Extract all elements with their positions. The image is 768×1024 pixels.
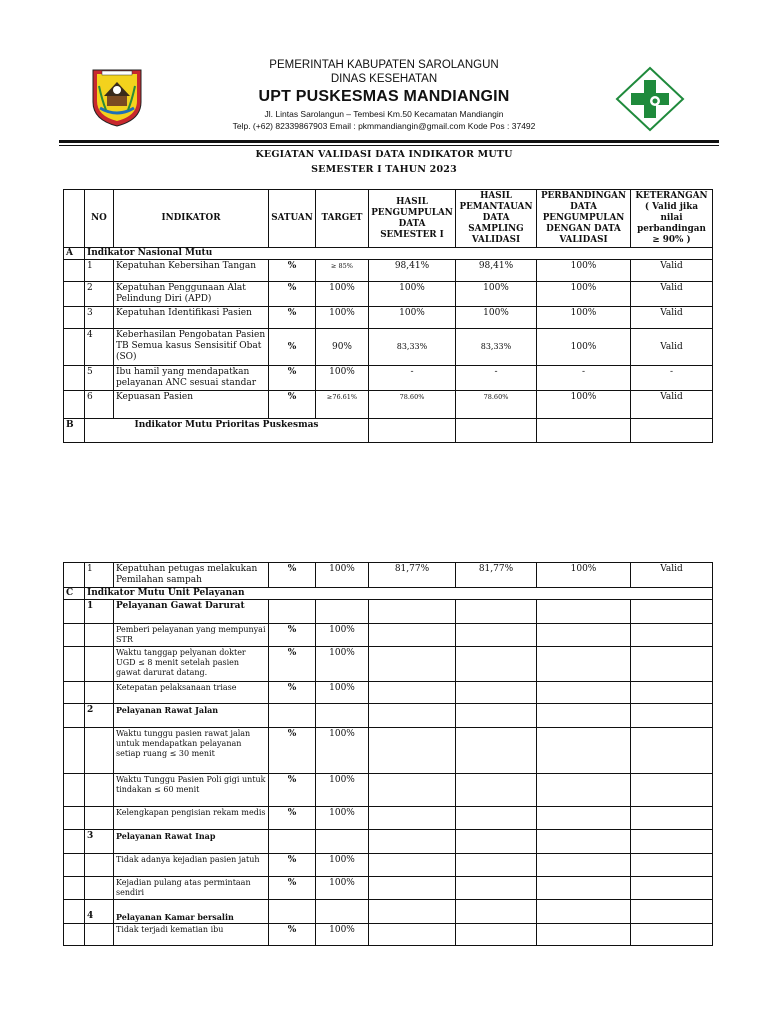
row-unit: % [269, 924, 316, 946]
row-unit: % [269, 647, 316, 682]
row-unit: % [269, 282, 316, 307]
document-title: KEGIATAN VALIDASI DATA INDIKATOR MUTU [255, 149, 513, 160]
row-result: 98,41% [369, 260, 456, 282]
row-indicator: Pemberi pelayanan yang mempunyai STR [114, 624, 269, 647]
group-row [64, 900, 713, 924]
table-row [64, 329, 713, 366]
table-row [64, 807, 713, 830]
row-target: 100% [316, 366, 369, 391]
row-indicator: Waktu Tunggu Pasien Poli gigi untuk tindakan ≤ 60 menit [114, 774, 269, 807]
table-row [64, 563, 713, 588]
header-indikator: INDIKATOR [114, 190, 269, 248]
table-row [64, 647, 713, 682]
department-name: DINAS KESEHATAN [330, 73, 438, 85]
row-result: - [369, 366, 456, 391]
row-target: 90% [316, 329, 369, 366]
group-no: 2 [85, 704, 114, 728]
header-no: NO [85, 190, 114, 248]
row-indicator: Ibu hamil yang mendapatkan pelayanan ANC sesuai standar [114, 366, 269, 391]
row-unit: % [269, 307, 316, 329]
contact-line: Telp. (+62) 82339867903 Email : pkmmandiangin@gmail.com Kode Pos : 37492 [232, 121, 536, 131]
group-no: 1 [85, 600, 114, 624]
section-code: B [64, 419, 85, 443]
row-indicator: Tidak terjadi kematian ibu [114, 924, 269, 946]
section-label: Indikator Mutu Prioritas Puskesmas [85, 419, 369, 443]
institution-name: UPT PUSKESMAS MANDIANGIN [258, 88, 510, 105]
row-target: 100% [316, 647, 369, 682]
row-target: 100% [316, 774, 369, 807]
table-row [64, 260, 713, 282]
table-row [64, 728, 713, 774]
row-indicator: Keberhasilan Pengobatan Pasien TB Semua kasus Sensisitif Obat (SO) [114, 329, 269, 366]
row-unit: % [269, 391, 316, 419]
row-unit: % [269, 260, 316, 282]
row-monitoring: 98,41% [456, 260, 537, 282]
row-comparison: 100% [537, 260, 631, 282]
row-target: 100% [316, 307, 369, 329]
header-target: TARGET [316, 190, 369, 248]
row-result: 100% [369, 307, 456, 329]
row-target: 100% [316, 728, 369, 774]
row-target: 100% [316, 877, 369, 900]
row-monitoring: 100% [456, 282, 537, 307]
row-unit: % [269, 807, 316, 830]
row-no: 3 [85, 307, 114, 329]
row-indicator: Waktu tunggu pasien rawat jalan untuk mendapatkan pelayanan setiap ruang ≤ 30 menit [114, 728, 269, 774]
table-row [64, 391, 713, 419]
row-unit: % [269, 774, 316, 807]
row-target: 100% [316, 624, 369, 647]
table-row [64, 774, 713, 807]
row-indicator: Kepatuhan Identifikasi Pasien [114, 307, 269, 329]
row-result: 100% [369, 282, 456, 307]
table-row [64, 282, 713, 307]
row-indicator: Kejadian pulang atas permintaan sendiri [114, 877, 269, 900]
row-remark: Valid [631, 260, 713, 282]
row-no: 6 [85, 391, 114, 419]
header-perbandingan: PERBANDINGAN DATA PENGUMPULAN DENGAN DATA VALIDASI [537, 190, 631, 248]
row-target: 100% [316, 282, 369, 307]
row-no: 1 [85, 260, 114, 282]
section-code: C [64, 588, 85, 600]
document-subtitle: SEMESTER I TAHUN 2023 [311, 164, 457, 175]
table-header-row [64, 190, 713, 248]
header-pemantauan: HASIL PEMANTAUAN DATA SAMPLING VALIDASI [456, 190, 537, 248]
row-remark: - [631, 366, 713, 391]
section-label: Indikator Nasional Mutu [85, 248, 713, 260]
row-target: 100% [316, 807, 369, 830]
row-no: 1 [85, 563, 114, 588]
row-remark: Valid [631, 282, 713, 307]
government-name: PEMERINTAH KABUPATEN SAROLANGUN [269, 59, 499, 71]
group-no: 3 [85, 830, 114, 854]
row-comparison: - [537, 366, 631, 391]
group-no: 4 [85, 900, 114, 924]
row-monitoring: - [456, 366, 537, 391]
row-result: 78.60% [369, 391, 456, 419]
health-cross-icon [615, 66, 685, 132]
section-b-row [64, 419, 713, 443]
row-unit: % [269, 563, 316, 588]
row-remark: Valid [631, 391, 713, 419]
group-row [64, 704, 713, 728]
row-no: 2 [85, 282, 114, 307]
row-target: ≥ 85% [316, 260, 369, 282]
header-keterangan-title: KETERANGAN [635, 191, 708, 201]
row-monitoring: 100% [456, 307, 537, 329]
row-indicator: Tidak adanya kejadian pasien jatuh [114, 854, 269, 877]
row-indicator: Kepatuhan Kebersihan Tangan [114, 260, 269, 282]
row-unit: % [269, 682, 316, 704]
table-row [64, 624, 713, 647]
row-indicator: Kelengkapan pengisian rekam medis [114, 807, 269, 830]
row-unit: % [269, 854, 316, 877]
group-label: Pelayanan Rawat Inap [114, 830, 269, 854]
row-unit: % [269, 728, 316, 774]
section-label: Indikator Mutu Unit Pelayanan [85, 588, 713, 600]
table-row [64, 682, 713, 704]
section-code: A [64, 248, 85, 260]
row-comparison: 100% [537, 329, 631, 366]
table-row [64, 877, 713, 900]
row-indicator: Kepatuhan Penggunaan Alat Pelindung Diri (APD) [114, 282, 269, 307]
row-comparison: 100% [537, 307, 631, 329]
group-label: Pelayanan Rawat Jalan [114, 704, 269, 728]
row-monitoring: 83,33% [456, 329, 537, 366]
row-unit: % [269, 329, 316, 366]
row-no: 5 [85, 366, 114, 391]
table-row [64, 307, 713, 329]
table-row [64, 366, 713, 391]
row-indicator: Ketepatan pelaksanaan triase [114, 682, 269, 704]
letterhead-rule-thin [59, 145, 719, 146]
group-row [64, 600, 713, 624]
row-remark: Valid [631, 329, 713, 366]
header-hasil: HASIL PENGUMPULAN DATA SEMESTER I [369, 190, 456, 248]
row-unit: % [269, 366, 316, 391]
row-unit: % [269, 877, 316, 900]
group-row [64, 830, 713, 854]
row-target: 100% [316, 682, 369, 704]
row-comparison: 100% [537, 391, 631, 419]
row-unit: % [269, 624, 316, 647]
row-indicator: Kepuasan Pasien [114, 391, 269, 419]
header-keterangan-note: ( Valid jika nilai perbandingan ≥ 90% ) [637, 202, 706, 245]
header-keterangan [631, 190, 713, 248]
section-c-row [64, 588, 713, 600]
indicator-table-part-1 [63, 189, 713, 443]
table-row [64, 854, 713, 877]
letterhead-rule-thick [59, 140, 719, 143]
row-comparison: 100% [537, 282, 631, 307]
section-a-row [64, 248, 713, 260]
letterhead [0, 0, 768, 150]
row-indicator: Kepatuhan petugas melakukan Pemilahan sampah [114, 563, 269, 588]
address: Jl. Lintas Sarolangun – Tembesi Km.50 Kecamatan Mandiangin [264, 109, 504, 119]
row-result: 81,77% [369, 563, 456, 588]
row-remark: Valid [631, 307, 713, 329]
indicator-table-part-2 [63, 562, 713, 946]
row-target: 100% [316, 854, 369, 877]
row-target: 100% [316, 563, 369, 588]
letterhead-text [200, 58, 568, 132]
group-label: Pelayanan Gawat Darurat [114, 600, 269, 624]
row-comparison: 100% [537, 563, 631, 588]
row-result: 83,33% [369, 329, 456, 366]
group-label: Pelayanan Kamar bersalin [114, 900, 269, 924]
row-monitoring: 78.60% [456, 391, 537, 419]
row-target: 100% [316, 924, 369, 946]
header-satuan: SATUAN [269, 190, 316, 248]
table-row [64, 924, 713, 946]
regency-crest-icon [90, 66, 144, 128]
row-no: 4 [85, 329, 114, 366]
row-remark: Valid [631, 563, 713, 588]
row-target: ≥76.61% [316, 391, 369, 419]
row-monitoring: 81,77% [456, 563, 537, 588]
row-indicator: Waktu tanggap pelyanan dokter UGD ≤ 8 menit setelah pasien gawat darurat datang. [114, 647, 269, 682]
